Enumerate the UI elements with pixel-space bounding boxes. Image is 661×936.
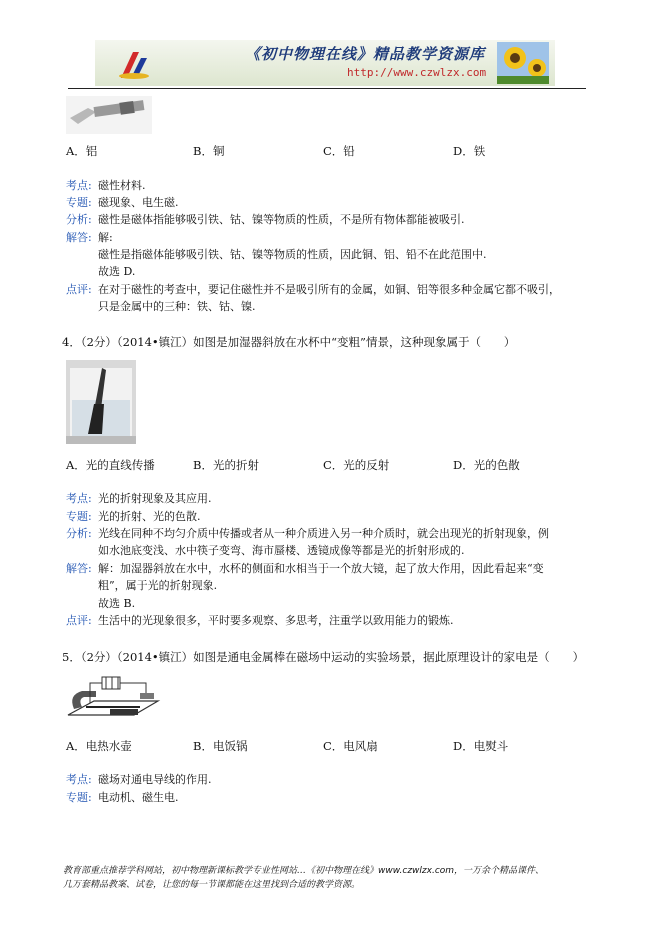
banner-title: 《初中物理在线》精品教学资源库 — [245, 45, 486, 63]
q5-figure-current-rod-magnet-icon — [66, 671, 164, 727]
q5-option-c[interactable]: C．电风扇 — [323, 739, 378, 753]
q4-jieda-1: 解：加湿器斜放在水中，水杯的侧面和水相当于一个放大镜，起了放大作用，因此看起来“变 — [98, 562, 544, 575]
q4-zhuanti-label: 专题: — [66, 510, 92, 523]
q3-dianping-label: 点评: — [66, 283, 92, 296]
page-footer — [63, 864, 603, 892]
q5-zhuanti: 电动机、磁生电. — [98, 791, 179, 804]
q5-zhuanti-label: 专题: — [66, 791, 92, 804]
q5-option-a[interactable]: A．电热水壶 — [66, 739, 132, 753]
q3-option-d[interactable]: D．铁 — [453, 144, 486, 158]
q3-figure-magnet-icon — [66, 96, 152, 134]
q4-option-a[interactable]: A．光的直线传播 — [66, 458, 155, 472]
q5-kaodian: 磁场对通电导线的作用. — [98, 773, 212, 786]
q3-jieda-label: 解答: — [66, 231, 92, 244]
q4-jieda-2: 粗”，属于光的折射现象. — [98, 579, 218, 592]
q4-fenxi-2: 如水池底变浅、水中筷子变弯、海市蜃楼、透镜成像等都是光的折射形成的. — [98, 544, 465, 557]
q4-stem: 4．（2分）（2014•镇江）如图是加湿器斜放在水杯中“变粗”情景，这种现象属于（ ） — [62, 335, 516, 349]
banner-url[interactable]: http://www.czwlzx.com — [347, 66, 487, 79]
q4-jieda-3: 故选 B. — [98, 597, 136, 610]
sunflower-image-icon — [497, 42, 549, 84]
footer-line-2: 几万套精品教案、试卷，让您的每一节课都能在这里找到合适的教学资源。 — [63, 880, 361, 890]
q4-zhuanti: 光的折射、光的色散. — [98, 510, 201, 523]
q3-jieda-3: 故选 D. — [98, 265, 136, 278]
header-divider — [68, 88, 586, 89]
q3-dianping-2: 只是金属中的三种：铁、钴、镍. — [98, 300, 256, 313]
q3-kaodian: 磁性材料. — [98, 179, 146, 192]
q4-option-c[interactable]: C．光的反射 — [323, 458, 390, 472]
q3-fenxi-label: 分析: — [66, 213, 92, 226]
q3-kaodian-label: 考点: — [66, 179, 92, 192]
q4-figure-humidifier-cup-icon — [66, 360, 136, 444]
q4-kaodian: 光的折射现象及其应用. — [98, 492, 212, 505]
q5-stem: 5．（2分）（2014•镇江）如图是通电金属棒在磁场中运动的实验场景，据此原理设计的家电是（ ） — [62, 650, 585, 664]
q5-option-b[interactable]: B．电饭锅 — [193, 739, 248, 753]
footer-line-1: 教育部重点推荐学科网站，初中物理新课标教学专业性网站…《初中物理在线》www.czwlzx.com，一万余个精品课件、 — [63, 866, 545, 876]
q5-kaodian-label: 考点: — [66, 773, 92, 786]
q4-dianping: 生活中的光现象很多，平时要多观察、多思考，注重学以致用能力的锻炼. — [98, 614, 454, 627]
q3-zhuanti-label: 专题: — [66, 196, 92, 209]
q3-fenxi: 磁性是磁体指能够吸引铁、钴、镍等物质的性质，不是所有物体都能被吸引. — [98, 213, 465, 226]
q4-kaodian-label: 考点: — [66, 492, 92, 505]
q3-option-a[interactable]: A．铝 — [66, 144, 98, 158]
q3-option-c[interactable]: C．铅 — [323, 144, 355, 158]
q3-option-b[interactable]: B．铜 — [193, 144, 225, 158]
q3-jieda-2: 磁性是指磁体能够吸引铁、钴、镍等物质的性质，因此铜、铝、铅不在此范围中. — [98, 248, 487, 261]
q4-dianping-label: 点评: — [66, 614, 92, 627]
q4-option-b[interactable]: B．光的折射 — [193, 458, 259, 472]
q3-zhuanti: 磁现象、电生磁. — [98, 196, 179, 209]
q4-option-d[interactable]: D．光的色散 — [453, 458, 520, 472]
q4-fenxi-1: 光线在同种不均匀介质中传播或者从一种介质进入另一种介质时，就会出现光的折射现象，例 — [98, 527, 549, 540]
header-banner — [95, 40, 555, 86]
q4-fenxi-label: 分析: — [66, 527, 92, 540]
q4-jieda-label: 解答: — [66, 562, 92, 575]
q3-jieda-1: 解: — [98, 231, 113, 244]
site-logo-icon — [117, 48, 151, 80]
q5-option-d[interactable]: D．电熨斗 — [453, 739, 509, 753]
q3-dianping-1: 在对于磁性的考查中，要记住磁性并不是吸引所有的金属，如铜、铝等很多种金属它都不吸引， — [98, 283, 560, 296]
